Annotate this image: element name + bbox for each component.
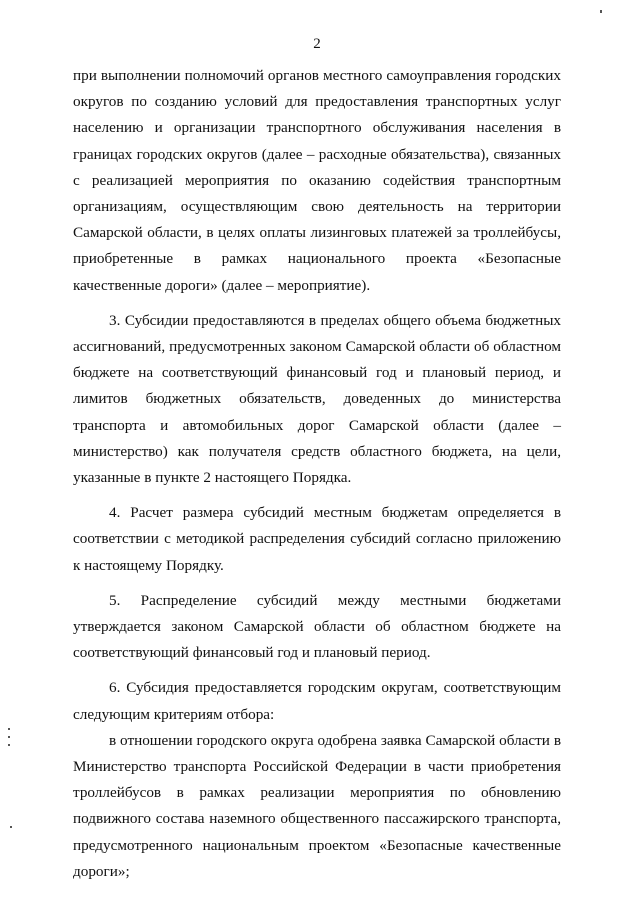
paragraph-item-5: 5. Распределение субсидий между местными бюджетами утверждается законом Самарской области об областном бюджете на соответствующий финансовый год и плановый период. [73,591,561,662]
paragraph-item-3: 3. Субсидии предоставляются в пределах общего объема бюджетных ассигнований, предусмотренных законом Самарской области об областном бюджете на соответствующий финансовый год и плановый период, и лимитов бюджетных обязательств, доведенных до министерства транспорта и автомобильных дорог Самарской области (далее – министерство) как получателя средств областного бюджета, на цели, указанные в пункте 2 настоящего Порядка. [73,311,561,487]
paragraph-item-4: 4. Расчет размера субсидий местным бюджетам определяется в соответствии с методикой распределения субсидий согласно приложению к настоящему Порядку. [73,504,561,574]
paragraph-item-6: 6. Субсидия предоставляется городским округам, соответствующим следующим критериям отбора: [73,679,561,723]
scan-mark [8,744,10,746]
paragraph-continuation: при выполнении полномочий органов местного самоуправления городских округов по созданию условий для предоставления транспортных услуг населению и организации транспортного обслуживания населения в границах городских округов (далее – расходные обязательства), связанных с реализацией мероприятия по оказанию содействия транспортным организациям, осуществляющим свою деятельность на территории Самарской области, в целях оплаты лизинговых платежей за троллейбусы, приобретенные в рамках национального проекта «Безопасные качественные дороги» (далее – мероприятие). [73,67,561,294]
scan-mark [8,736,10,738]
document-body [73,63,561,885]
scan-mark [600,10,602,13]
scan-mark [8,728,10,730]
page-number: 2 [313,36,321,52]
scan-mark [10,826,12,828]
paragraph-criterion-1: в отношении городского округа одобрена заявка Самарской области в Министерство транспорта Российской Федерации в части приобретения троллейбусов в рамках реализации мероприятия по обновлению подвижного состава наземного общественного пассажирского транспорта, предусмотренного национальным проектом «Безопасные качественные дороги»; [73,731,561,880]
